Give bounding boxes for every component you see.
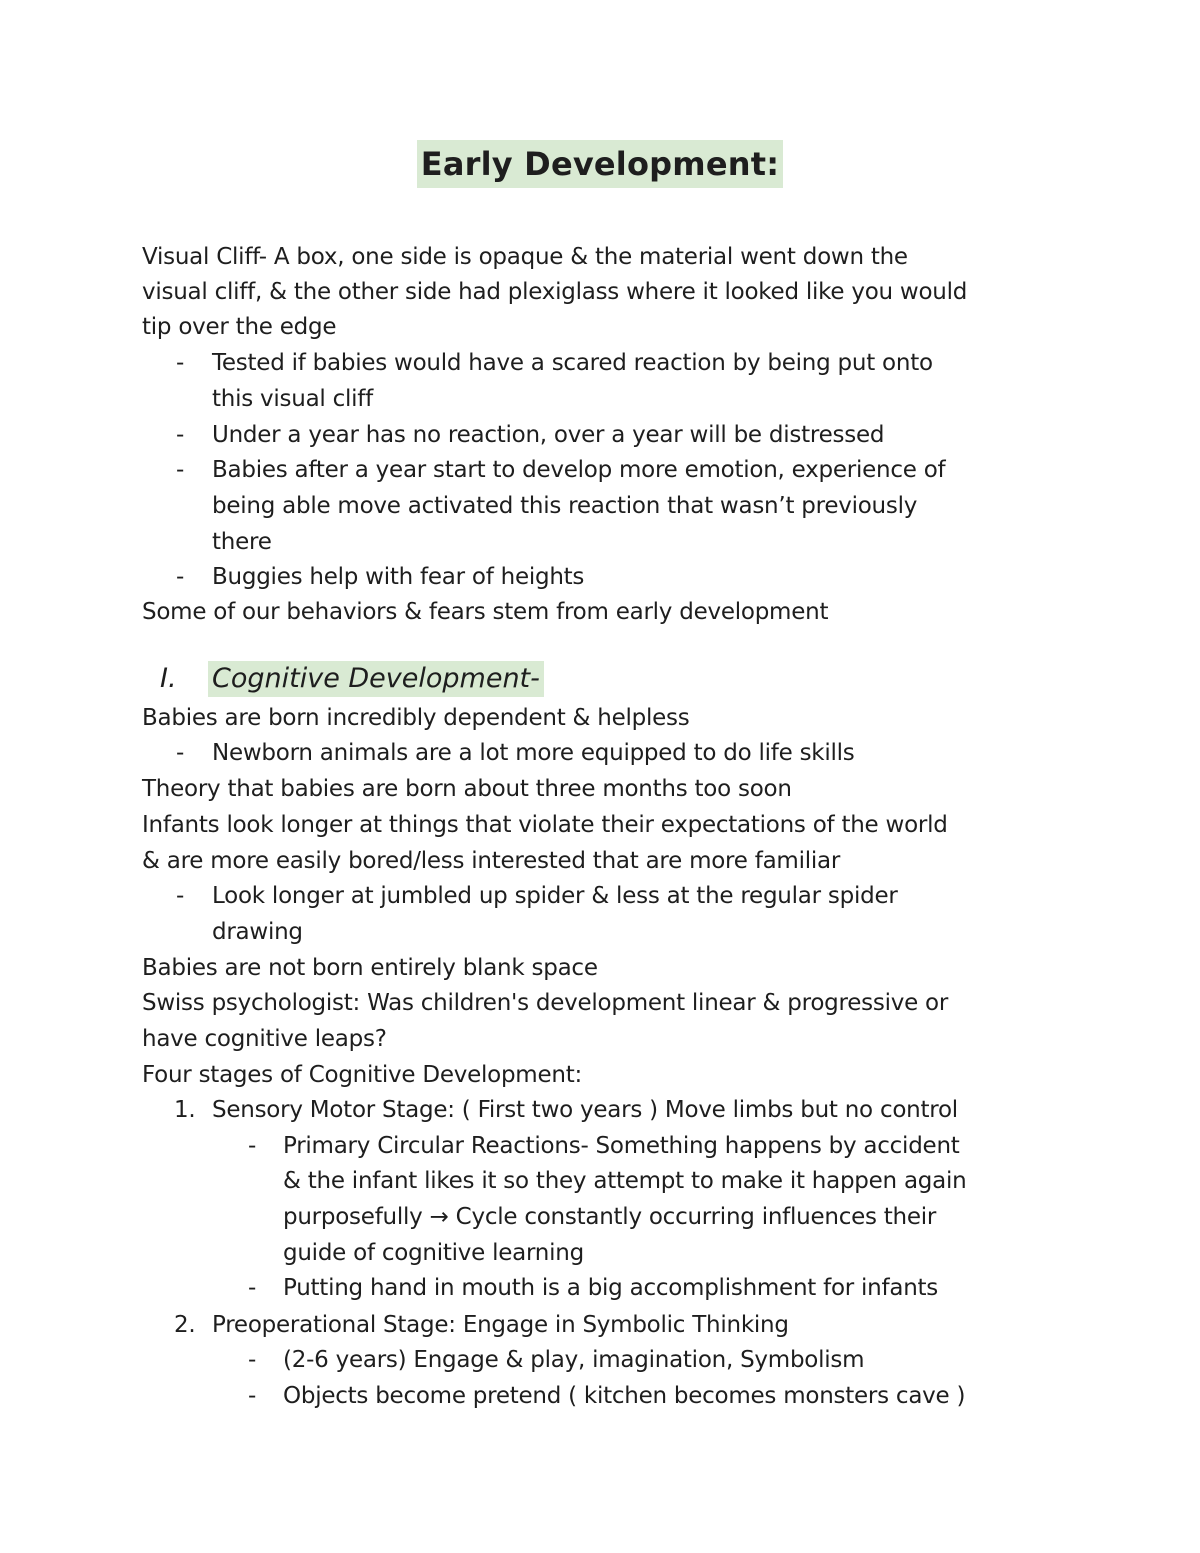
bullet-marker: - (176, 422, 185, 448)
list-item: Babies after a year start to develop more emotion, experience of (212, 457, 946, 483)
document-title: Early Development: (417, 140, 783, 188)
section-heading: Cognitive Development- (208, 661, 544, 697)
list-item: there (212, 529, 272, 555)
visual-cliff-intro-line-3: tip over the edge (142, 314, 337, 340)
bullet-marker: - (176, 740, 185, 766)
visual-cliff-intro-line-2: visual cliff, & the other side had plexiglass where it looked like you would (142, 279, 968, 305)
stage-title: Preoperational Stage: Engage in Symbolic Thinking (212, 1312, 789, 1338)
paragraph: Four stages of Cognitive Development: (142, 1062, 582, 1088)
list-item: Newborn animals are a lot more equipped to do life skills (212, 740, 855, 766)
paragraph: Theory that babies are born about three months too soon (142, 776, 792, 802)
bullet-marker: - (248, 1275, 257, 1301)
list-item: Buggies help with fear of heights (212, 564, 585, 590)
paragraph: & are more easily bored/less interested that are more familiar (142, 848, 841, 874)
paragraph: Babies are born incredibly dependent & helpless (142, 705, 690, 731)
bullet-marker: - (176, 350, 185, 376)
paragraph: Swiss psychologist: Was children's development linear & progressive or (142, 990, 949, 1016)
stage-number: 1. (174, 1097, 196, 1123)
list-item: Look longer at jumbled up spider & less at the regular spider (212, 883, 898, 909)
list-item: this visual cliff (212, 386, 374, 412)
bullet-marker: - (176, 457, 185, 483)
section-marker: I. (160, 663, 177, 694)
list-item: purposefully → Cycle constantly occurring influences their (283, 1204, 937, 1230)
list-item: Primary Circular Reactions- Something happens by accident (283, 1133, 960, 1159)
list-item: drawing (212, 919, 303, 945)
list-item: Tested if babies would have a scared reaction by being put onto (212, 350, 933, 376)
bullet-marker: - (176, 564, 185, 590)
bullet-marker: - (248, 1347, 257, 1373)
stage-number: 2. (174, 1312, 196, 1338)
list-item: & the infant likes it so they attempt to make it happen again (283, 1168, 967, 1194)
list-item: Under a year has no reaction, over a year will be distressed (212, 422, 885, 448)
list-item: Putting hand in mouth is a big accomplishment for infants (283, 1275, 939, 1301)
bullet-marker: - (248, 1133, 257, 1159)
title-container (0, 140, 1200, 188)
stage-title: Sensory Motor Stage: ( First two years ) Move limbs but no control (212, 1097, 958, 1123)
visual-cliff-intro-line-1: Visual Cliff- A box, one side is opaque & the material went down the (142, 244, 908, 270)
paragraph: Babies are not born entirely blank space (142, 955, 598, 981)
bullet-marker: - (248, 1383, 257, 1409)
bullet-marker: - (176, 883, 185, 909)
list-item: guide of cognitive learning (283, 1240, 584, 1266)
paragraph: have cognitive leaps? (142, 1026, 387, 1052)
list-item: Objects become pretend ( kitchen becomes monsters cave ) (283, 1383, 966, 1409)
paragraph: Infants look longer at things that violate their expectations of the world (142, 812, 948, 838)
list-item: being able move activated this reaction that wasn’t previously (212, 493, 918, 519)
visual-cliff-closing: Some of our behaviors & fears stem from early development (142, 599, 829, 625)
list-item: (2-6 years) Engage & play, imagination, Symbolism (283, 1347, 865, 1373)
